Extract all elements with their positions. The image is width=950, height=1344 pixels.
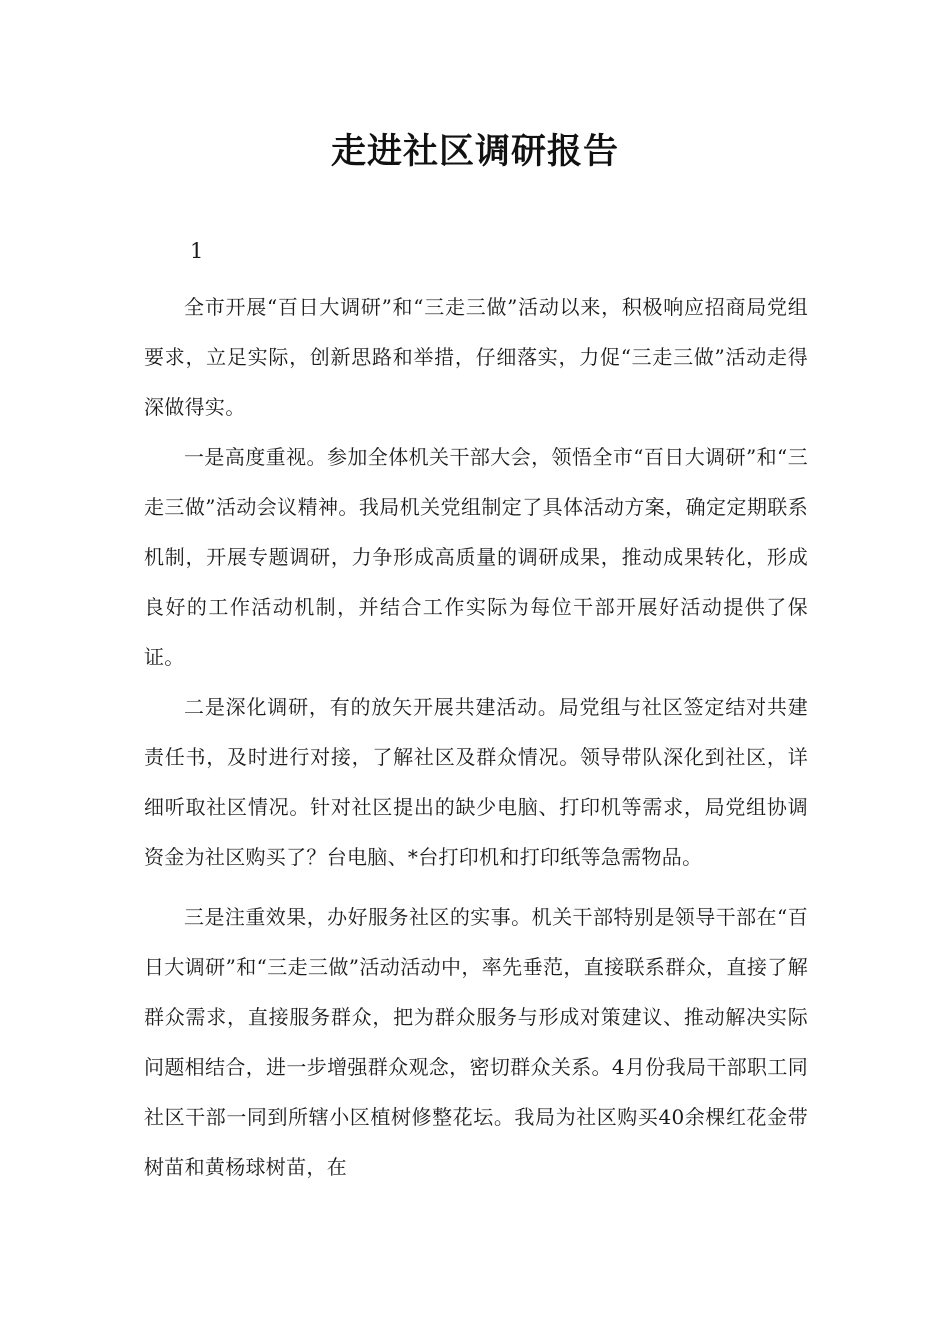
document-title: 走进社区调研报告 (330, 132, 619, 172)
paragraph-point-one: 一是高度重视。参加全体机关干部大会，领悟全市“百日大调研”和“三走三做”活动会议精神。我局机关党组制定了具体活动方案，确定定期联系机制，开展专题调研，力争形成高质量的调研成果，推动成果转化，形成良好的工作活动机制，并结合工作实际为每位干部开展好活动提供了保证。 (144, 445, 808, 669)
paragraph-point-two: 二是深化调研，有的放矢开展共建活动。局党组与社区签定结对共建责任书，及时进行对接，了解社区及群众情况。领导带队深化到社区，详细听取社区情况。针对社区提出的缺少电脑、打印机等需求，局党组协调资金为社区购买了？台电脑、*台打印机和打印纸等急需物品。 (144, 695, 808, 869)
paragraph-point-three: 三是注重效果，办好服务社区的实事。机关干部特别是领导干部在“百日大调研”和“三走三做”活动活动中，率先垂范，直接联系群众，直接了解群众需求，直接服务群众，把为群众服务与形成对策建议、推动解决实际问题相结合，进一步增强群众观念，密切群众关系。4月份我局干部职工同社区干部一同到所辖小区植树修整花坛。我局为社区购买40余棵红花金带树苗和黄杨球树苗，在 (144, 905, 808, 1179)
page-marker: 1 (190, 239, 204, 263)
document-body (144, 282, 808, 1192)
paragraph-intro: 全市开展“百日大调研”和“三走三做”活动以来，积极响应招商局党组要求，立足实际，创新思路和举措，仔细落实，力促“三走三做”活动走得深做得实。 (144, 295, 808, 419)
